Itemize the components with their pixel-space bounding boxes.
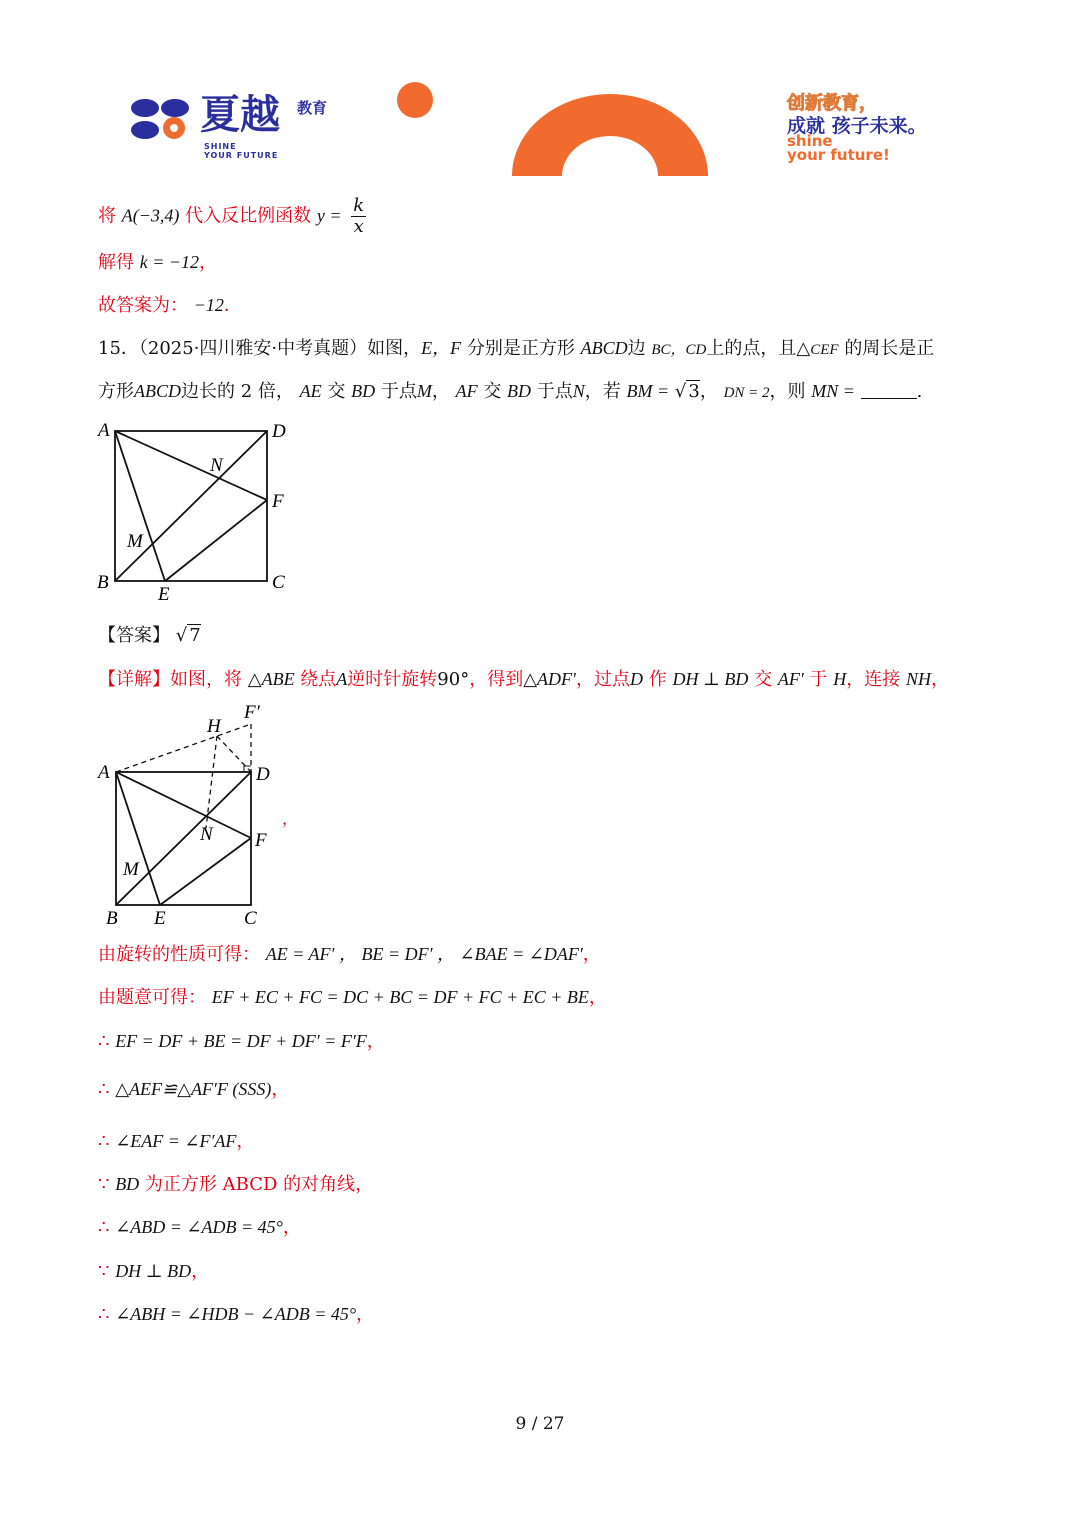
question-line-2 (98, 378, 922, 406)
radicand: 7 (189, 625, 201, 646)
math: BD (351, 381, 376, 401)
label-d: D (272, 421, 286, 442)
step-lead: ∵ (98, 1261, 116, 1282)
sqrt-7: √ 7 (175, 625, 201, 646)
text: 于点 (536, 381, 573, 402)
math: AF′ (777, 669, 804, 689)
math: M (416, 381, 432, 401)
step-lead: ∵ (98, 1174, 116, 1195)
text: ． (223, 295, 242, 316)
math: AE (299, 381, 322, 401)
step-math: EF + EC + FC = DC + BC = DF + FC + EC + BE (211, 987, 589, 1007)
prev-line-2 (98, 249, 217, 276)
text: 绕点 (300, 669, 337, 690)
text: ，过点 (575, 669, 630, 690)
text: 分别是正方形 (466, 338, 575, 359)
text: 逆时针旋转 (347, 669, 438, 690)
label-m: M (127, 531, 143, 552)
math: A(−3,4) (121, 205, 180, 226)
text: ，若 (584, 381, 621, 402)
step-tail: ， (588, 987, 607, 1008)
text: 将 (98, 205, 116, 227)
segment-ef (165, 500, 267, 581)
math: y = (316, 205, 342, 226)
slogan-line3: shine (787, 132, 833, 150)
step-row (98, 1028, 385, 1055)
text: 代入反比例函数 (185, 205, 312, 227)
brand-en-line2: YOUR FUTURE (204, 151, 279, 160)
step-row (98, 984, 607, 1011)
math: △ADF′ (523, 669, 576, 689)
figure-2-rotation (94, 700, 304, 932)
label-b: B (97, 572, 109, 593)
text: ， (199, 252, 218, 273)
step-math: BD (115, 1174, 140, 1194)
label-b: B (106, 908, 118, 929)
step-math: AE = AF′ ， BE = DF′ ， ∠BAE = ∠DAF′ (265, 944, 583, 964)
step-row (98, 1258, 209, 1285)
text: 交 (327, 381, 346, 402)
fraction (351, 196, 366, 237)
diagonal-bd (115, 431, 267, 581)
label-f: F (272, 491, 284, 512)
step-math: ∠ABD = ∠ADB = 45° (115, 1217, 283, 1237)
step-math: ∠ABH = ∠HDB − ∠ADB = 45° (115, 1304, 357, 1324)
text: ，则 (769, 381, 806, 402)
math: ABCD (580, 338, 628, 358)
step-row (98, 941, 601, 968)
math: CEF (810, 342, 839, 358)
text: 边长的 2 倍， (181, 381, 294, 402)
label-e: E (158, 584, 170, 605)
answer-tag: 【答案】 (98, 625, 170, 646)
text: 于 (809, 669, 828, 690)
math: A (336, 669, 348, 689)
denominator: x (353, 216, 364, 237)
text: 交 (483, 381, 502, 402)
math: BC，CD (651, 342, 707, 358)
answer-line (98, 623, 201, 649)
math: D (629, 669, 643, 689)
math: N (572, 381, 585, 401)
brand-suffix: 教育 (297, 99, 328, 117)
label-n: N (200, 824, 213, 845)
flower-logo-icon (130, 96, 190, 142)
label-d: D (256, 764, 270, 785)
label-m: M (123, 859, 139, 880)
step-row (98, 1128, 254, 1155)
step-lead: ∴ (98, 1304, 116, 1325)
text: 作 (648, 669, 667, 690)
segment-af-prime (116, 724, 251, 772)
explain-tag: 【详解】 (98, 669, 170, 690)
label-f: F (255, 830, 267, 851)
step-lead: ∴ (98, 1217, 116, 1238)
step-lead: ∴ (98, 1079, 116, 1100)
text: ， (431, 381, 450, 402)
slogan-line1: 创新教育， (787, 93, 877, 114)
math: 90° (437, 669, 470, 690)
step-lead: ∴ (98, 1031, 116, 1052)
brand-name: 夏越 (200, 92, 280, 138)
math: ABCD (134, 381, 181, 401)
step-math: ∠EAF = ∠F′AF (115, 1131, 237, 1151)
step-lead: ∴ (98, 1131, 116, 1152)
text: ，连接 (846, 669, 901, 690)
step-tail: ， (366, 1031, 385, 1052)
math: AF (455, 381, 478, 401)
step-row (98, 1301, 374, 1328)
segment-dh (217, 736, 251, 772)
math: k = −12 (139, 252, 200, 272)
label-f-prime: F′ (244, 702, 260, 723)
step-math: △AEF≌△AF′F (SSS) (115, 1079, 272, 1099)
step-tail: ， (582, 944, 601, 965)
label-a: A (98, 420, 110, 441)
math: △ABE (247, 669, 295, 689)
page-number: 9 / 27 (515, 1414, 565, 1434)
math: −12 (193, 295, 224, 315)
step-tail: ， (191, 1261, 210, 1282)
question-line-1 (98, 335, 934, 363)
label-n: N (210, 455, 223, 476)
figure-1-square (94, 418, 304, 608)
prev-line-3 (98, 292, 242, 319)
step-math: DH ⊥ BD (115, 1261, 192, 1281)
math: E，F (421, 338, 462, 358)
label-e: E (154, 908, 166, 929)
text: 上的点，且△ (706, 338, 811, 359)
segment-ae (115, 431, 165, 581)
text: 交 (754, 669, 773, 690)
text: 故答案为： (98, 295, 188, 316)
math: NH (905, 669, 931, 689)
math: BD (507, 381, 532, 401)
text: 如图，将 (170, 669, 242, 690)
slogan-line2: 成就 孩子未来。 (787, 115, 927, 137)
text: 解得 (98, 252, 134, 273)
math: H (833, 669, 847, 689)
question-number: 15． (98, 338, 139, 359)
radicand: 3 (688, 381, 700, 402)
label-a: A (98, 762, 110, 783)
sqrt-3: √ 3 (674, 381, 700, 402)
step-tail: ， (282, 1217, 301, 1238)
text: 的周长是正 (844, 338, 935, 359)
segment-af (115, 431, 267, 500)
math: BM = (626, 381, 670, 401)
label-c: C (244, 908, 257, 929)
step-row (98, 1171, 373, 1198)
step-lead: 由旋转的性质可得： (98, 944, 260, 965)
segment-af (116, 772, 251, 838)
figure-comma: ， (282, 809, 299, 828)
math: MN = (811, 381, 855, 401)
step-row (98, 1214, 301, 1241)
step-tail: ， (271, 1079, 290, 1100)
question-source: （2025·四川雅安·中考真题） (138, 338, 368, 359)
segment-ae (116, 772, 160, 905)
step-tail: 为正方形 ABCD 的对角线， (144, 1174, 374, 1195)
label-h: H (207, 716, 221, 737)
step-tail: ， (356, 1304, 375, 1325)
prev-line-1 (98, 196, 366, 237)
brand-en-line1: SHINE (204, 142, 237, 151)
text: 如图， (367, 338, 422, 359)
step-row (98, 1076, 289, 1103)
text: ， (699, 381, 718, 402)
text: ，得到 (469, 669, 524, 690)
text: 边 (627, 338, 646, 359)
math: DN = 2 (723, 385, 770, 401)
step-tail: ， (236, 1131, 255, 1152)
orange-decor-shapes (394, 82, 714, 178)
label-c: C (272, 572, 285, 593)
numerator: k (353, 195, 365, 216)
explain-line (98, 666, 949, 693)
slogan-line4: your future! (787, 146, 890, 164)
step-math: EF = DF + BE = DF + DF′ = F′F (115, 1031, 367, 1051)
text: 方形 (98, 381, 134, 402)
diagonal-bd (116, 772, 251, 905)
math: DH ⊥ BD (672, 669, 749, 689)
text: . (916, 381, 923, 402)
step-lead: 由题意可得： (98, 987, 206, 1008)
text: ， (931, 669, 949, 690)
text: 于点 (380, 381, 417, 402)
answer-blank (861, 380, 917, 399)
